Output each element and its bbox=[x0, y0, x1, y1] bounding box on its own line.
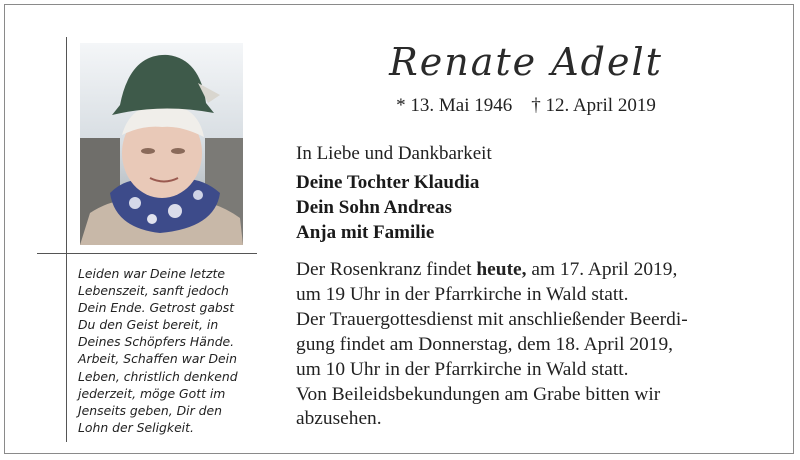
memorial-verse bbox=[78, 265, 263, 436]
notice-line: Von Beileidsbekundungen am Grabe bitten wir bbox=[296, 383, 661, 405]
deceased-name: Renate Adelt bbox=[389, 40, 663, 84]
notice-text: Der Rosenkranz findet bbox=[296, 259, 477, 280]
verse-line: Deines Schöpfers Hände. bbox=[78, 334, 235, 350]
notice-line: Der Trauergottesdienst mit anschließender Beerdi- bbox=[296, 308, 688, 330]
notice-line: um 19 Uhr in der Pfarrkirche in Wald statt. bbox=[296, 283, 629, 305]
mourners-list bbox=[296, 170, 479, 245]
notice-text: am 17. April 2019, bbox=[526, 259, 678, 280]
verse-line: Jenseits geben, Dir den bbox=[78, 402, 222, 418]
vertical-divider bbox=[66, 37, 67, 442]
mourner-name: Dein Sohn Andreas bbox=[296, 197, 452, 218]
verse-line: Lebenszeit, sanft jedoch bbox=[78, 283, 229, 299]
verse-line: Lohn der Seligkeit. bbox=[78, 419, 194, 435]
notice-line: um 10 Uhr in der Pfarrkirche in Wald statt. bbox=[296, 358, 629, 380]
verse-line: Leiden war Deine letzte bbox=[78, 266, 225, 281]
mourner-name: Anja mit Familie bbox=[296, 222, 435, 243]
verse-line: Du den Geist bereit, in bbox=[78, 317, 219, 333]
mourner-name: Deine Tochter Klaudia bbox=[296, 172, 480, 193]
notice-line: abzusehen. bbox=[296, 408, 382, 430]
verse-line: Leben, christlich denkend bbox=[78, 368, 238, 384]
verse-line: Arbeit, Schaffen war Dein bbox=[78, 351, 237, 367]
portrait-photo bbox=[80, 43, 243, 245]
notice-line bbox=[296, 258, 766, 283]
verse-line: jederzeit, möge Gott im bbox=[78, 385, 226, 401]
notice-emphasis: heute, bbox=[476, 259, 527, 280]
life-dates: * 13. Mai 1946 † 12. April 2019 bbox=[396, 95, 656, 116]
notice-line: gung findet am Donnerstag, dem 18. April 2019, bbox=[296, 333, 673, 355]
service-notice bbox=[296, 258, 766, 432]
horizontal-divider bbox=[37, 253, 257, 254]
thanks-line: In Liebe und Dankbarkeit bbox=[296, 143, 492, 164]
verse-line: Dein Ende. Getrost gabst bbox=[78, 300, 235, 316]
